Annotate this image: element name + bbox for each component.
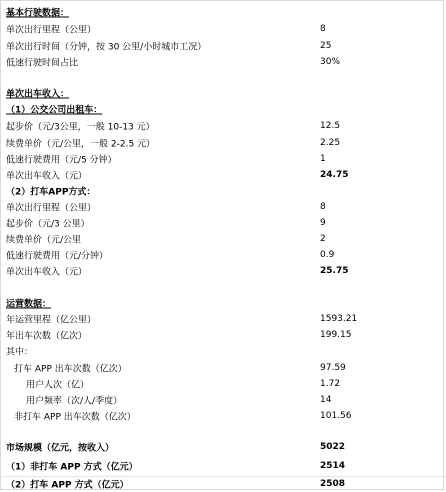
- table-row: [0, 457, 446, 474]
- users-value: 1.72: [320, 378, 341, 389]
- table-row: [0, 262, 446, 279]
- table-row: [0, 20, 446, 37]
- table-row: [0, 391, 446, 408]
- market-non-app-label: （1）非打车 APP 方式（亿元）: [6, 462, 138, 472]
- app-distance-label: 单次出行里程（公里）: [6, 203, 97, 213]
- mileage-value: 1593.21: [320, 313, 358, 324]
- app-distance-value: 8: [320, 201, 326, 212]
- table-row: [0, 310, 446, 327]
- table-row: [0, 214, 446, 231]
- section-basic-header: 基本行驶数据：: [6, 8, 70, 18]
- time-label: 单次出行时间（分钟，按 30 公里/小时城市工况）: [6, 42, 207, 52]
- table-row: [0, 117, 446, 134]
- app-trips-label: 打车 APP 出车次数（亿次）: [14, 364, 127, 374]
- app-low-label: 低速行驶费用（元/分钟）: [6, 251, 109, 261]
- app-subheader: （2）打车APP方式：: [6, 187, 96, 197]
- table-row: [0, 342, 446, 359]
- table-row: [0, 438, 446, 455]
- table-row: [0, 53, 446, 70]
- table-row: [0, 134, 446, 151]
- taxi-total-value: 24.75: [320, 169, 349, 180]
- non-app-trips-label: 非打车 APP 出车次数（亿次）: [14, 412, 136, 422]
- app-low-value: 0.9: [320, 249, 335, 260]
- taxi-low-value: 1: [320, 153, 326, 164]
- freq-label: 用户频率（次/人/季度）: [26, 396, 123, 406]
- section-basic-header-row: [0, 3, 446, 20]
- taxi-low-label: 低速行驶费用（元/5 分钟）: [6, 155, 117, 165]
- table-row: [0, 407, 446, 424]
- freq-value: 14: [320, 394, 332, 405]
- low-speed-value: 30%: [320, 56, 341, 67]
- app-total-label: 单次出车收入（元）: [6, 267, 88, 277]
- table-row: [0, 198, 446, 215]
- taxi-subheader: （1）公交公司出租车：: [6, 105, 103, 115]
- taxi-fuel-label: 续费单价（元/公里，一般 2-2.5 元）: [6, 139, 156, 149]
- distance-value: 8: [320, 23, 326, 34]
- table-row: [0, 246, 446, 263]
- taxi-subheader-row: [0, 100, 446, 117]
- distance-label: 单次出行里程（公里）: [6, 25, 97, 35]
- app-subheader-row: [0, 182, 446, 199]
- section-ops-header-row: [0, 294, 446, 311]
- app-fuel-value: 2: [320, 233, 326, 244]
- table-row: [0, 475, 446, 492]
- low-speed-label: 低速行驶时间占比: [6, 58, 79, 68]
- users-label: 用户人次（亿）: [26, 380, 90, 390]
- market-app-label: （2）打车 APP 方式（亿元）: [6, 480, 129, 490]
- table-row: [0, 230, 446, 247]
- table-row: [0, 326, 446, 343]
- section-income-header: 单次出车收入：: [6, 89, 70, 99]
- app-fuel-label: 续费单价（元/公里: [6, 235, 82, 245]
- market-non-app-value: 2514: [320, 460, 346, 471]
- market-total-value: 5022: [320, 441, 346, 452]
- table-row: [0, 150, 446, 167]
- section-income-header-row: [0, 84, 446, 101]
- section-ops-header: 运营数据：: [6, 299, 52, 309]
- time-value: 25: [320, 40, 332, 51]
- app-total-value: 25.75: [320, 265, 349, 276]
- trips-value: 199.15: [320, 329, 352, 340]
- app-start-label: 起步价（元/3 公里）: [6, 219, 90, 229]
- table-row: [0, 359, 446, 376]
- mileage-label: 年运营里程（亿公里）: [6, 315, 97, 325]
- table-row: [0, 37, 446, 54]
- trips-label: 年出车次数（亿次）: [6, 331, 88, 341]
- taxi-start-label: 起步价（元/3公里，一般 10-13 元）: [6, 122, 155, 132]
- table-row: [0, 166, 446, 183]
- table-row: [0, 375, 446, 392]
- taxi-fuel-value: 2.25: [320, 137, 341, 148]
- market-total-label: 市场规模（亿元，按收入）: [6, 443, 115, 453]
- among-label: 其中：: [6, 347, 34, 357]
- app-trips-value: 97.59: [320, 362, 346, 373]
- market-app-value: 2508: [320, 478, 346, 489]
- app-start-value: 9: [320, 217, 326, 228]
- taxi-start-value: 12.5: [320, 120, 341, 131]
- taxi-total-label: 单次出车收入（元）: [6, 171, 88, 181]
- non-app-trips-value: 101.56: [320, 410, 352, 421]
